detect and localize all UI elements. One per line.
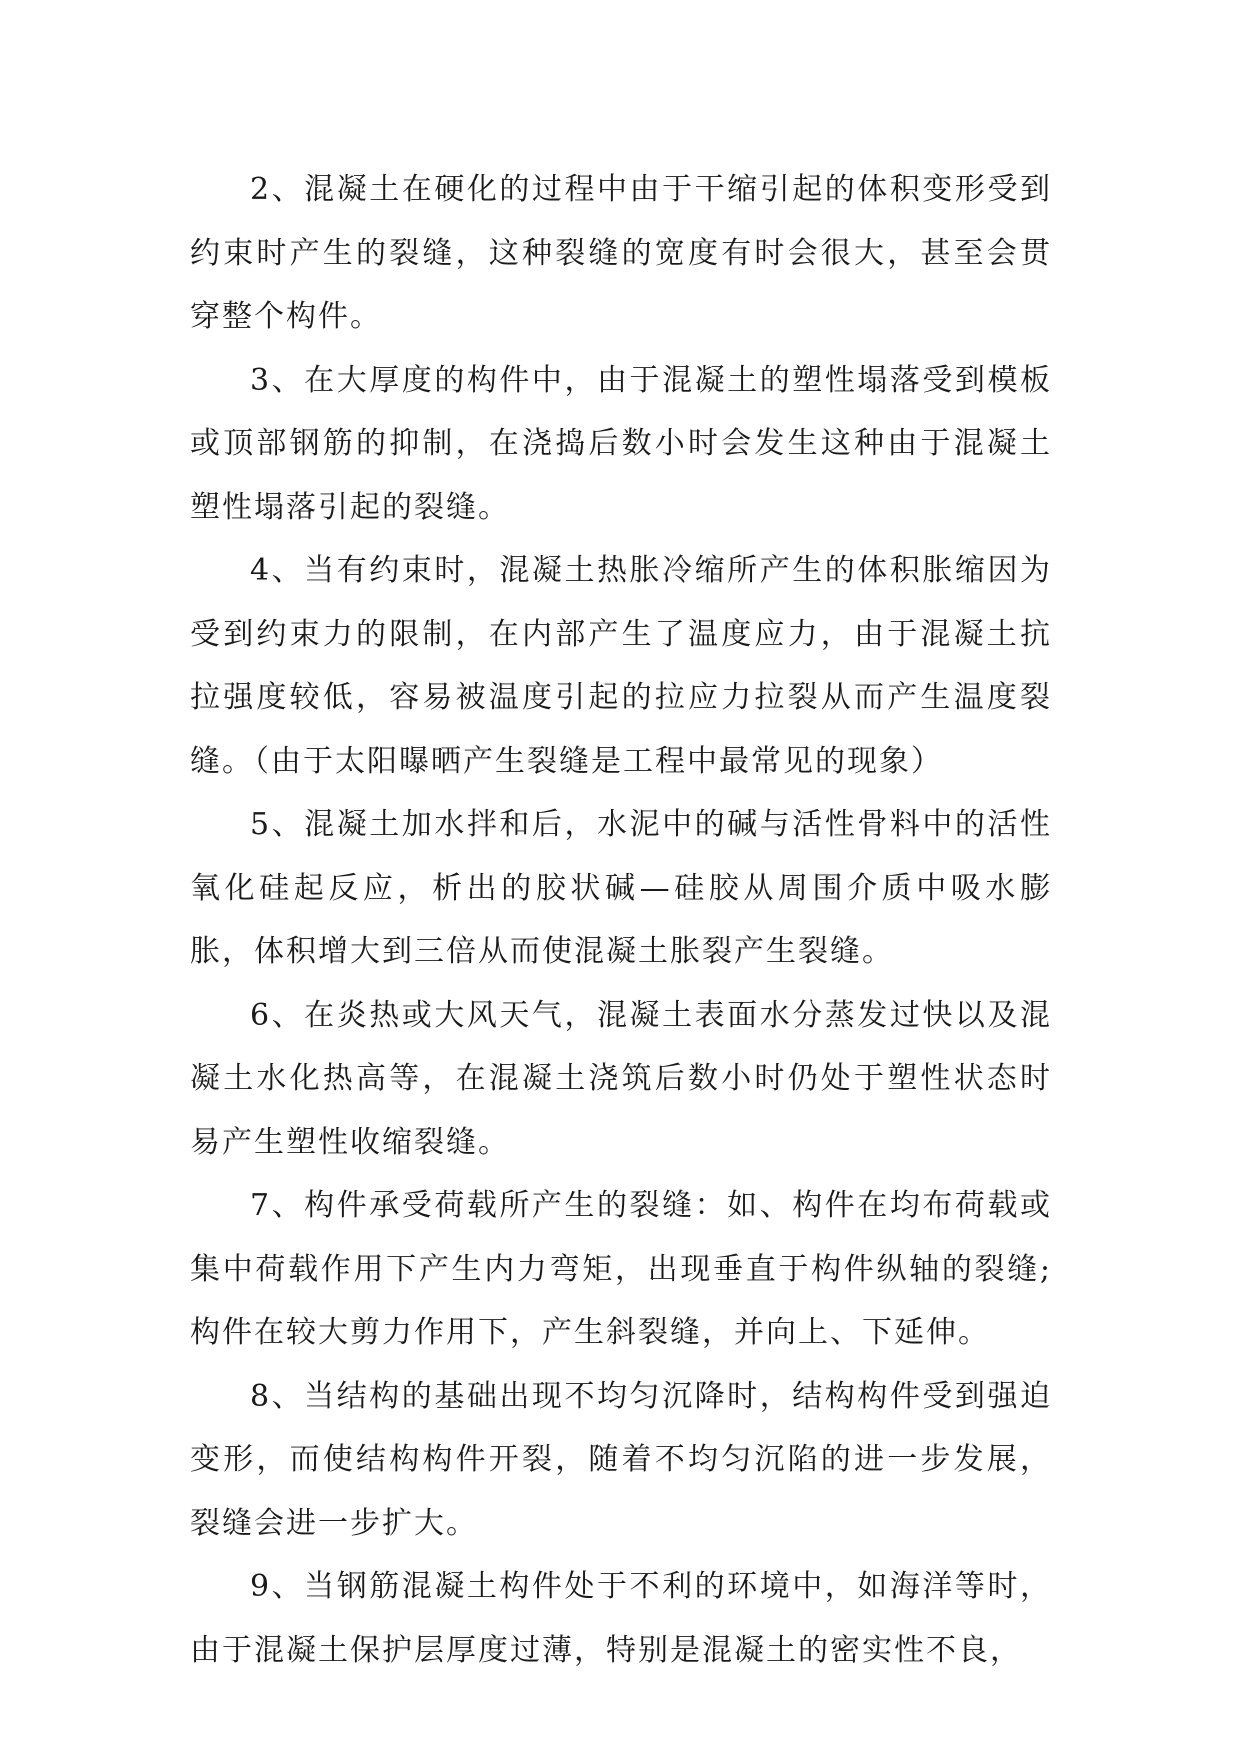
paragraph-settlement-crack: 8、当结构的基础出现不均匀沉降时，结构构件受到强迫变形，而使结构构件开裂，随着不均匀沉陷的进一步发展，裂缝会进一步扩大。: [190, 1378, 1052, 1541]
paragraph-corrosion-crack: 9、当钢筋混凝土构件处于不利的环境中，如海洋等时，由于混凝土保护层厚度过薄，特别是混凝土的密实性不良，: [190, 1569, 1052, 1668]
paragraph-alkali-aggregate-crack: 5、混凝土加水拌和后，水泥中的碱与活性骨料中的活性氧化硅起反应，析出的胶状碱—硅胶从周围介质中吸水膨胀，体积增大到三倍从而使混凝土胀裂产生裂缝。: [190, 807, 1052, 969]
paragraph-load-crack: 7、构件承受荷载所产生的裂缝：如、构件在均布荷载或集中荷载作用下产生内力弯矩，出现垂直于构件纵轴的裂缝;构件在较大剪力作用下，产生斜裂缝，并向上、下延伸。: [190, 1188, 1052, 1350]
paragraph-plastic-shrinkage-crack: 6、在炎热或大风天气，混凝土表面水分蒸发过快以及混凝土水化热高等，在混凝土浇筑后数小时仍处于塑性状态时易产生塑性收缩裂缝。: [190, 997, 1052, 1160]
document-body: [190, 158, 1052, 1682]
paragraph-plastic-settlement-crack: 3、在大厚度的构件中，由于混凝土的塑性塌落受到模板或顶部钢筋的抑制，在浇捣后数小时会发生这种由于混凝土塑性塌落引起的裂缝。: [190, 362, 1052, 525]
paragraph-drying-shrinkage-crack: 2、混凝土在硬化的过程中由于干缩引起的体积变形受到约束时产生的裂缝，这种裂缝的宽度有时会很大，甚至会贯穿整个构件。: [190, 172, 1052, 334]
paragraph-temperature-crack: 4、当有约束时，混凝土热胀冷缩所产生的体积胀缩因为受到约束力的限制，在内部产生了温度应力，由于混凝土抗拉强度较低，容易被温度引起的拉应力拉裂从而产生温度裂缝。（由于太阳曝晒产生裂缝是工程中最常见的现象）: [190, 553, 1052, 779]
